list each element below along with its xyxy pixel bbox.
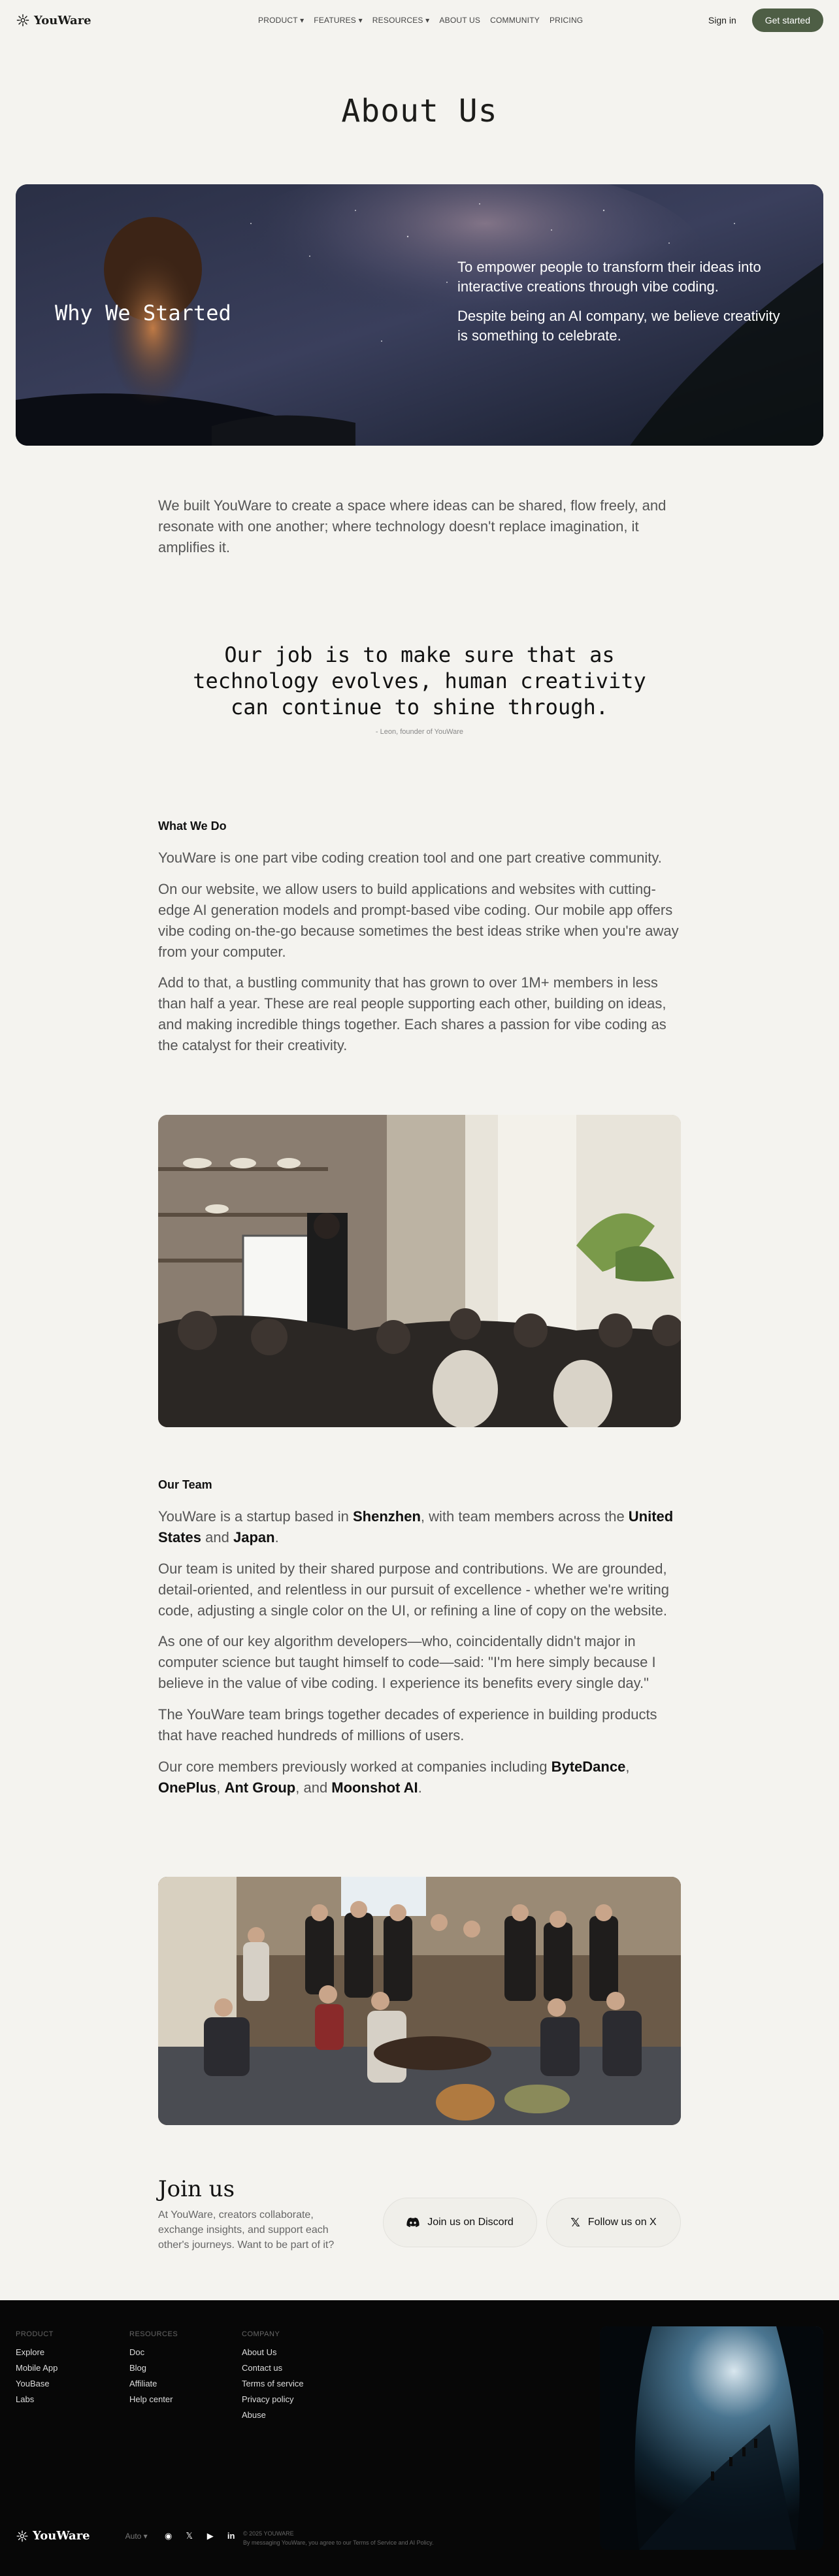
hero-heading: Why We Started bbox=[55, 301, 231, 325]
footer-heading: PRODUCT bbox=[16, 2330, 54, 2338]
country-highlight: Japan bbox=[233, 1528, 275, 1545]
paragraph bbox=[158, 1506, 681, 1548]
x-logo-icon[interactable]: 𝕏 bbox=[186, 2530, 193, 2541]
paragraph: YouWare is one part vibe coding creation tool and one part creative community. bbox=[158, 850, 662, 866]
presentation-photo bbox=[158, 1115, 681, 1427]
footer-legal bbox=[243, 2529, 434, 2547]
paragraph: On our website, we allow users to build applications and websites with cutting-edge AI generation models and prompt-based vibe coding. Our mobile app offers vibe coding on-the-go because sometimes the best ideas strike when you're away from your computer. bbox=[158, 880, 679, 960]
discord-label: Join us on Discord bbox=[427, 2217, 514, 2228]
brand-name: YouWare bbox=[34, 13, 91, 27]
paragraph bbox=[158, 1757, 681, 1798]
nav-features-label: FEATURES bbox=[314, 16, 357, 25]
nav-features[interactable] bbox=[314, 16, 363, 25]
footer-link-abuse[interactable]: Abuse bbox=[242, 2410, 266, 2420]
section-title: What We Do bbox=[158, 819, 227, 833]
section-title: Our Team bbox=[158, 1478, 212, 1491]
text-span: , and bbox=[295, 1779, 332, 1796]
country-highlight: United States bbox=[158, 1508, 674, 1545]
legal-notice: By messaging YouWare, you agree to our Terms of Service and AI Policy. bbox=[243, 2539, 434, 2546]
footer-link-affiliate[interactable]: Affiliate bbox=[129, 2379, 157, 2388]
our-team-section bbox=[158, 1478, 681, 1809]
founder-quote bbox=[171, 642, 668, 736]
theme-selector[interactable] bbox=[125, 2532, 148, 2541]
top-nav bbox=[0, 0, 839, 41]
footer-resources-column bbox=[129, 2326, 178, 2407]
theme-label: Auto bbox=[125, 2531, 142, 2541]
chevron-down-icon: ▾ bbox=[425, 16, 430, 25]
chevron-down-icon: ▾ bbox=[358, 16, 363, 25]
sign-in-link[interactable]: Sign in bbox=[708, 15, 736, 25]
footer-heading: COMPANY bbox=[242, 2330, 280, 2338]
youtube-icon[interactable]: ▶ bbox=[206, 2530, 214, 2541]
mission-text: To empower people to transform their ideas into interactive creations through vibe coding. bbox=[457, 259, 761, 295]
page-title: About Us bbox=[341, 93, 498, 129]
team-group-photo bbox=[158, 1877, 681, 2125]
brand-logo[interactable] bbox=[16, 13, 91, 27]
nav-resources-label: RESOURCES bbox=[372, 16, 423, 25]
text-span: , bbox=[216, 1779, 225, 1796]
nav-resources[interactable] bbox=[372, 16, 430, 25]
footer-heading: RESOURCES bbox=[129, 2330, 178, 2338]
intro-paragraph: We built YouWare to create a space where ideas can be shared, flow freely, and resonate with one another; where technology doesn't replace imagination, it amplifies it. bbox=[158, 497, 666, 555]
footer-company-column bbox=[242, 2326, 304, 2423]
text-span: Our core members previously worked at companies including bbox=[158, 1758, 551, 1775]
nav-product-label: PRODUCT bbox=[258, 16, 298, 25]
text-span: YouWare is a startup based in bbox=[158, 1508, 353, 1525]
company-highlight: OnePlus bbox=[158, 1779, 217, 1796]
team-group-image bbox=[158, 1877, 681, 2125]
belief-text: Despite being an AI company, we believe creativity is something to celebrate. bbox=[457, 307, 780, 344]
social-links bbox=[163, 2531, 237, 2541]
nav-links bbox=[258, 0, 583, 41]
footer-link-doc[interactable]: Doc bbox=[129, 2347, 145, 2357]
join-title: Join us bbox=[158, 2176, 235, 2202]
quote-text: Our job is to make sure that as technology evolves, human creativity can continue to shine through. bbox=[193, 642, 646, 719]
follow-x-button[interactable] bbox=[546, 2198, 681, 2247]
copyright-text: © 2025 YOUWARE bbox=[243, 2530, 294, 2537]
footer-link-terms[interactable]: Terms of service bbox=[242, 2379, 304, 2388]
nav-about-us[interactable]: ABOUT US bbox=[439, 16, 481, 25]
footer-link-privacy[interactable]: Privacy policy bbox=[242, 2394, 294, 2404]
nav-pricing[interactable]: PRICING bbox=[549, 16, 584, 25]
text-span: . bbox=[274, 1528, 279, 1545]
paragraph: The YouWare team brings together decades of experience in building products that have reached hundreds of millions of users. bbox=[158, 1706, 657, 1744]
cave-light-image bbox=[600, 2326, 823, 2550]
text-span: , bbox=[625, 1758, 630, 1775]
footer-link-blog[interactable]: Blog bbox=[129, 2363, 147, 2373]
footer-bottom-bar bbox=[16, 2529, 237, 2543]
footer-link-help-center[interactable]: Help center bbox=[129, 2394, 173, 2404]
text-span: . bbox=[418, 1779, 422, 1796]
quote-attribution: - Leon, founder of YouWare bbox=[375, 728, 464, 736]
nav-product[interactable] bbox=[258, 16, 304, 25]
flower-logo-icon bbox=[16, 13, 30, 27]
footer bbox=[0, 2300, 839, 2576]
linkedin-icon[interactable]: in bbox=[227, 2531, 235, 2541]
footer-link-about-us[interactable]: About Us bbox=[242, 2347, 277, 2357]
hero-banner bbox=[16, 184, 823, 446]
paragraph: As one of our key algorithm developers—who, coincidentally didn't major in computer science but taught himself to code—said: "I'm here simply because I believe in the value of vibe coding. I experience its benefits every single day." bbox=[158, 1633, 656, 1692]
chevron-down-icon: ▾ bbox=[143, 2531, 148, 2541]
join-description: At YouWare, creators collaborate, exchange insights, and support each other's journeys. Want to be part of it? bbox=[158, 2209, 335, 2251]
paragraph: Our team is united by their shared purpose and contributions. We are grounded, detail-oriented, and relentless in our pursuit of excellence - whether we're writing code, adjusting a single color on the UI, or refining a line of copy on the website. bbox=[158, 1560, 669, 1619]
nav-community[interactable]: COMMUNITY bbox=[490, 16, 540, 25]
footer-link-labs[interactable]: Labs bbox=[16, 2394, 35, 2404]
nav-actions bbox=[708, 8, 823, 32]
paragraph: Add to that, a bustling community that has grown to over 1M+ members in less than half a year. These are real people supporting each other, building on ideas, and making incredible things together. Each shares a passion for vibe coding as the catalyst for their creativity. bbox=[158, 974, 666, 1054]
footer-link-contact-us[interactable]: Contact us bbox=[242, 2363, 283, 2373]
footer-link-youbase[interactable]: YouBase bbox=[16, 2379, 50, 2388]
intro-section bbox=[158, 495, 681, 558]
footer-brand-name: YouWare bbox=[33, 2529, 90, 2543]
city-highlight: Shenzhen bbox=[353, 1508, 421, 1525]
footer-link-mobile-app[interactable]: Mobile App bbox=[16, 2363, 58, 2373]
get-started-button[interactable]: Get started bbox=[752, 8, 823, 32]
text-span: and bbox=[201, 1528, 233, 1545]
footer-link-explore[interactable]: Explore bbox=[16, 2347, 45, 2357]
discord-icon[interactable]: ◉ bbox=[165, 2530, 173, 2541]
discord-button[interactable] bbox=[383, 2198, 537, 2247]
follow-x-label: Follow us on X bbox=[587, 2217, 657, 2228]
flower-logo-icon bbox=[16, 2530, 29, 2543]
company-highlight: Moonshot AI bbox=[331, 1779, 418, 1796]
footer-brand[interactable] bbox=[16, 2529, 90, 2543]
company-highlight: ByteDance bbox=[551, 1758, 626, 1775]
text-span: , with team members across the bbox=[420, 1508, 629, 1525]
company-highlight: Ant Group bbox=[224, 1779, 296, 1796]
discord-icon bbox=[406, 2217, 420, 2228]
cave-image bbox=[600, 2326, 823, 2550]
chevron-down-icon: ▾ bbox=[300, 16, 304, 25]
hero-mission bbox=[457, 257, 784, 346]
x-logo-icon: 𝕏 bbox=[570, 2215, 580, 2229]
team-presentation-image bbox=[158, 1115, 681, 1427]
what-we-do-section bbox=[158, 819, 681, 1066]
footer-product-column bbox=[16, 2326, 58, 2407]
